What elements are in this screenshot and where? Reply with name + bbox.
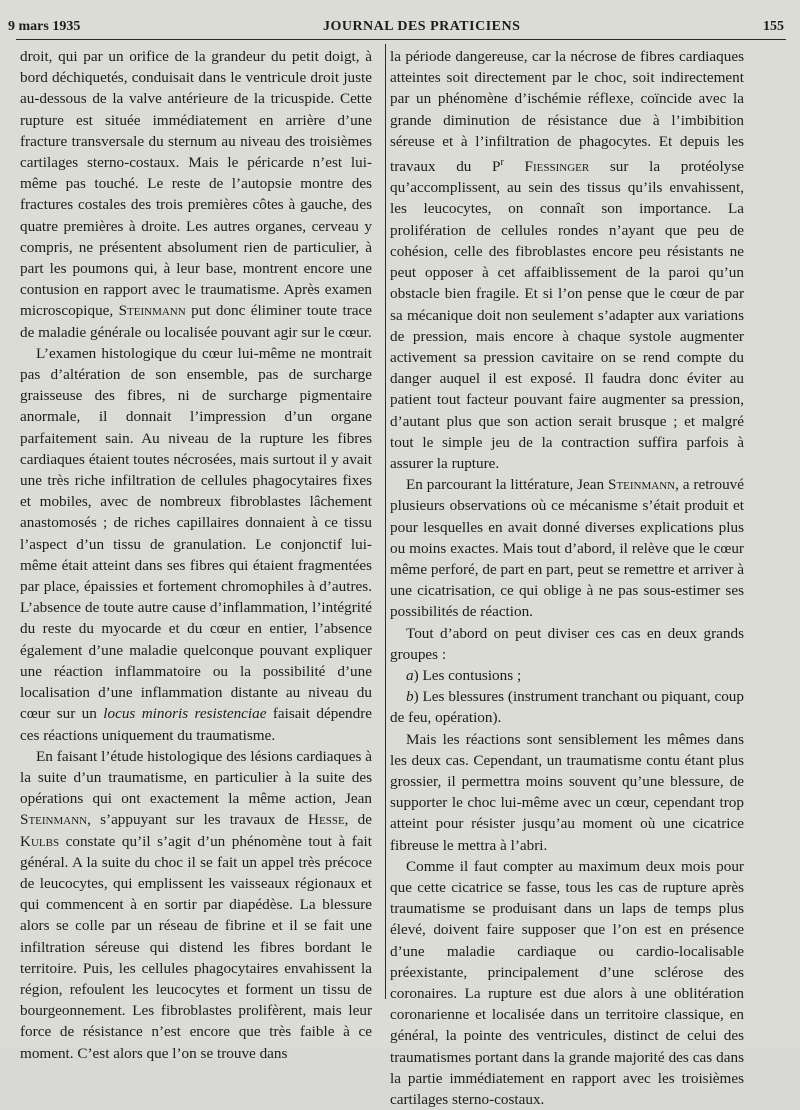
journal-title: JOURNAL DES PRATICIENS <box>322 19 521 34</box>
header-rule <box>16 39 786 40</box>
paragraph: Comme il faut compter au maximum deux mois pour que cette cicatrice se fasse, tous les cas de rupture après traumatisme se produisant dans un laps de temps plus élevé, doivent faire supposer que l’on est en présence d’une maladie cardiaque ou cardio-localisable préexistante, principalement d’une sclérose des coronaires. La rupture est due alors à une oblitération coronarienne et localisée dans un territoire classique, en général, la pointe des ventricules, distinct de celui des traumatismes portant dans la grande majorité des cas dans la partie immédiatement en rapport avec les troisièmes cartilages sterno-costaux. <box>390 857 744 1109</box>
paragraph: L’examen histologique du cœur lui-même ne montrait pas d’altération de son ensemble, pas de surcharge graisseuse des fibres, ni de surcharge pigmentaire anormale, il donnait l’impression d’un organe parfaitement sain. Au niveau de la rupture les fibres cardiaques étaient toutes nécrosées, mais surtout il y avait une très riche infiltration de cellules phagocytaires fixes et mobiles, avec de nombreux fibroblastes lâchement anastomosés ; de riches capillaires donnaient à ce tissu l’aspect d’un tissu de granulation. Le conjonctif lui-même était atteint dans ses fibres qui étaient fragmentées par place, épaissies et fortement chromophiles à d’autres. L’absence de toute autre cause d’inflammation, l’intégrité du reste du myocarde et du cœur en entier, l’absence également d’une maladie quelconque pouvant expliquer une réaction inflammatoire ou la possibilité d’une localisation d’une inflammation distante au niveau du cœur sur un locus minoris resistenciae faisait dépendre ces réactions uniquement du traumatisme. <box>20 344 373 744</box>
running-header <box>8 16 784 38</box>
paragraph: En faisant l’étude histologique des lésions cardiaques à la suite d’un traumatisme, en particulier à la suite des opérations qui ont exactement la même action, Jean Steinmann, s’appuyant sur les travaux de Hesse, de Kulbs constate qu’il s’agit d’un phénomène tout à fait général. A la suite du choc il se fait un appel très précoce de leucocytes, qui emplissent les vaisseaux régionaux et qui commencent à en sortir par diapédèse. La blessure alors se colle par un réseau de fibrine et il se fait une infiltration séreuse qui distend les fibres bordant le territoire. Puis, les cellules phagocytaires envahissent la région, refoulent les leucocytes et forment un tissu de bourgeonnement. Les fibroblastes prolifèrent, mais leur force de résistance n’est encore que très faible à ce moment. C’est alors que l’on se trouve dans <box>20 747 372 1062</box>
latin-term: locus minoris resistenciae <box>103 705 267 723</box>
issue-date: 9 mars 1935 <box>8 19 81 34</box>
list-item: b) Les blessures (instrument tranchant ou piquant, coup de feu, opération). <box>390 688 744 727</box>
author-name: Steinmann <box>608 476 676 494</box>
list-item: a) Les contusions ; <box>406 666 522 684</box>
paragraph: Tout d’abord on peut diviser ces cas en deux grands groupes : <box>390 624 744 663</box>
author-name: Steinmann <box>20 811 88 829</box>
left-column <box>20 46 372 1064</box>
author-name: Fiessinger <box>503 158 590 176</box>
author-name: Hesse <box>308 811 345 829</box>
author-name: Kulbs <box>20 832 60 850</box>
author-name: Steinmann <box>118 302 186 320</box>
paragraph: Mais les réactions sont sensiblement les mêmes dans les deux cas. Cependant, un traumatisme contu étant plus grossier, il permettra moins souvent qu’une blessure, de supporter le choc lui-même avec un cœur, cependant trop atteint pour résister jusqu’au moment où une cicatrice fibreuse le mettra à l’abri. <box>390 730 744 854</box>
column-separator <box>385 44 386 999</box>
paragraph: droit, qui par un orifice de la grandeur du petit doigt, à bord déchiquetés, conduisait dans le ventricule droit juste au-dessous de la valve antérieure de la tricuspide. Cette rupture est située immédiatement en arrière d’une fracture transversale du sternum au niveau des troisièmes cartilages sterno-costaux. Mais le péricarde n’est lui-même pas touché. Le reste de l’autopsie montre des fractures costales des trois premières côtes à gauche, des quatre premières à droite. Les autres organes, cerveau y compris, ne présentent absolument rien de particulier, à part les poumons qui, à leur base, montrent encore une contusion en rapport avec le traumatisme. Après examen microscopique, Steinmann put donc éliminer toute trace de maladie générale ou localisée pouvant agir sur le cœur. <box>20 48 372 341</box>
page-number: 155 <box>763 19 784 34</box>
right-column <box>390 46 744 1110</box>
paragraph: En parcourant la littérature, Jean Steinmann, a retrouvé plusieurs observations où ce mécanisme s’était produit et pour lesquelles en avait donné diverses explications plus ou moins exactes. Mais tout d’abord, il relève que le cœur même perforé, de part en part, peut se remettre et arriver à une cicatrisation, ce qui oblige à ne pas sous-estimer ses possibilités de réaction. <box>390 476 745 621</box>
paragraph: la période dangereuse, car la nécrose de fibres cardiaques atteintes soit directement par le choc, soit indirectement par un phénomène d’ischémie réflexe, coïncide avec la grande diminution de résistance due à l’imbibition séreuse et à l’infiltration de phagocytes. Et depuis les travaux du $P^r$ Fiessinger sur la protéolyse qu’accomplissent, au sein des tissus qu’ils envahissent, les leucocytes, on connaît son importance. La prolifération de cellules rondes n’ayant que peu de cohésion, celle des fibroblastes encore peu résistants ne peut opposer à cet affaiblissement de la paroi qu’un obstacle bien fragile. Et si l’on pense que le cœur de par sa mécanique doit non seulement s’adapter aux variations de pression, mais encore à chaque systole augmenter activement sa pression cavitaire on se rend compte du danger auquel il est exposé. Il faudra donc éviter au patient tout facteur pouvant faire augmenter sa pression, d’autant plus que son action serait brusque ; et malgré tout le simple jeu de la contraction suffira parfois à assurer la rupture. <box>390 48 744 472</box>
